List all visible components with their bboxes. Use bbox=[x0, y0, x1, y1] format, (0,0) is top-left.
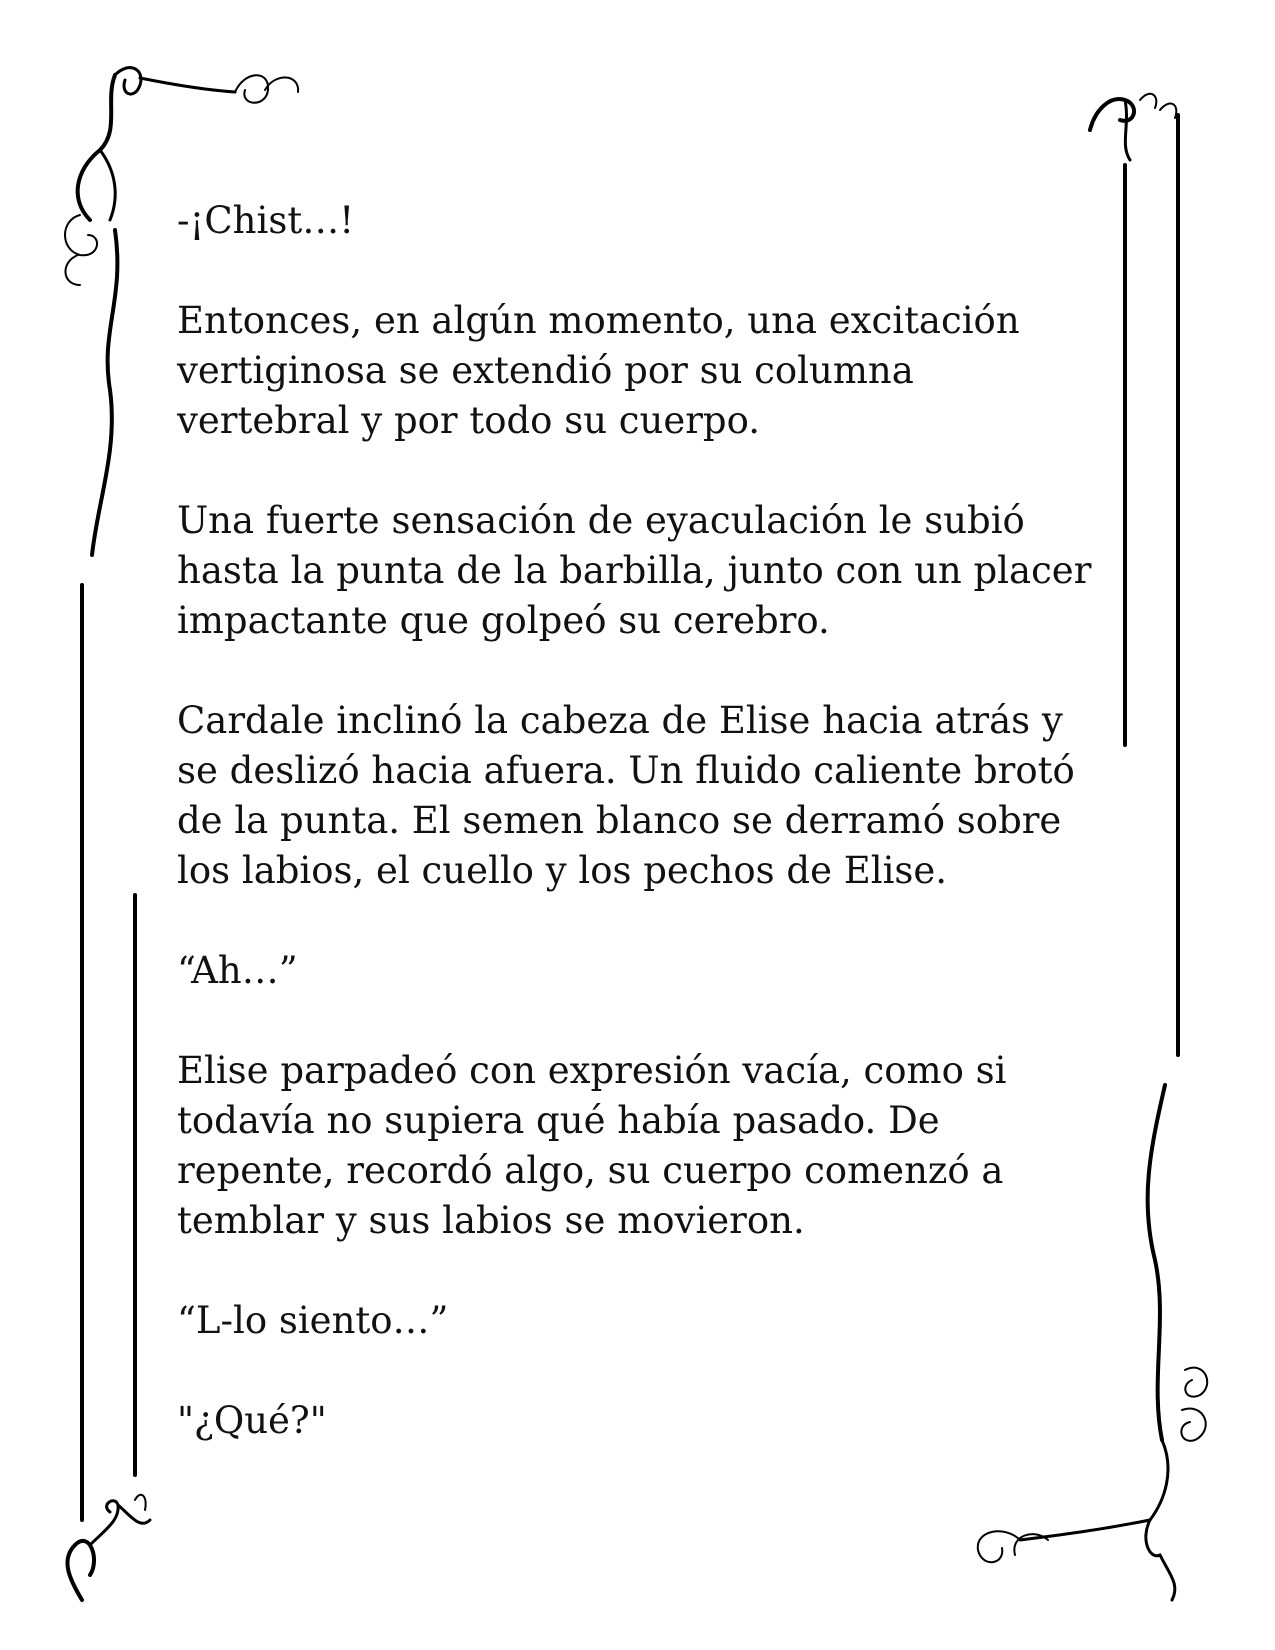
paragraph: Elise parpadeó con expresión vacía, como si todavía no supiera qué había pasado. De repente, recordó algo, su cuerpo comenzó a temblar y sus labios se movieron. bbox=[177, 1049, 1007, 1242]
top-right-flourish-icon bbox=[1090, 94, 1176, 160]
paragraph: “Ah…” bbox=[177, 949, 298, 992]
paragraph: Cardale inclinó la cabeza de Elise hacia atrás y se deslizó hacia afuera. Un fluido caliente brotó de la punta. El semen blanco se derramó sobre los labios, el cuello y los pechos de Elise. bbox=[177, 699, 1075, 892]
paragraph: "¿Qué?" bbox=[177, 1399, 327, 1442]
paragraph: “L-lo siento…” bbox=[177, 1299, 449, 1342]
paragraph: -¡Chist…! bbox=[177, 199, 355, 242]
paragraph: Entonces, en algún momento, una excitación vertiginosa se extendió por su columna vertebral y por todo su cuerpo. bbox=[177, 299, 1020, 442]
paragraph: Una fuerte sensación de eyaculación le subió hasta la punta de la barbilla, junto con un placer impactante que golpeó su cerebro. bbox=[177, 499, 1092, 642]
bottom-left-flourish-icon bbox=[67, 1495, 150, 1600]
story-text bbox=[177, 196, 1097, 1446]
